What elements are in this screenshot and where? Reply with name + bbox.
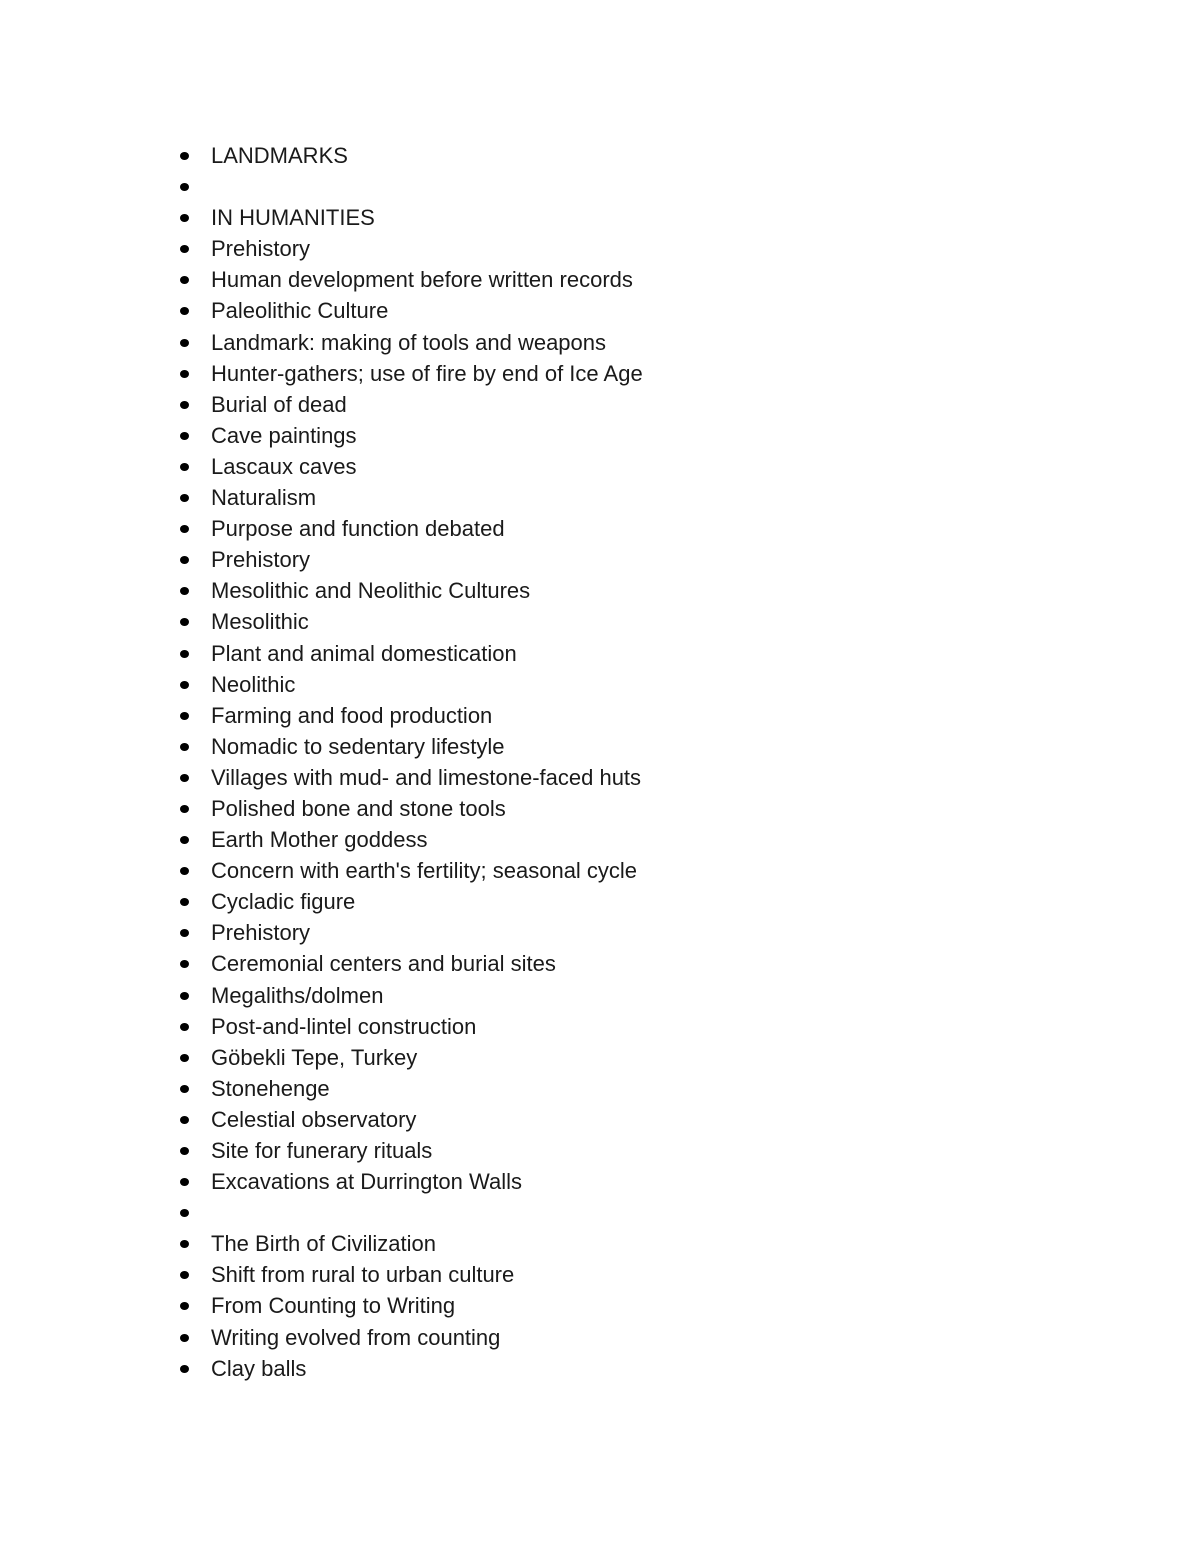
bullet-dot-icon xyxy=(180,556,189,564)
list-item-text: Cave paintings xyxy=(211,422,357,448)
list-item-text: Farming and food production xyxy=(211,702,493,728)
bullet-dot-icon xyxy=(180,743,189,751)
list-item-text: Writing evolved from counting xyxy=(211,1324,501,1350)
list-item-text: Stonehenge xyxy=(211,1075,330,1101)
list-item-text: Clay balls xyxy=(211,1355,307,1381)
list-item-text: Concern with earth's fertility; seasonal cycle xyxy=(211,858,638,884)
list-item-text: Neolithic xyxy=(211,671,296,697)
list-item-text: Hunter-gathers; use of fire by end of Ice Age xyxy=(211,360,643,386)
bullet-dot-icon xyxy=(180,774,189,782)
list-item-text: IN HUMANITIES xyxy=(211,205,375,231)
bullet-dot-icon xyxy=(180,1116,189,1124)
bullet-dot-icon xyxy=(180,898,189,906)
bullet-dot-icon xyxy=(180,245,189,253)
bullet-dot-icon xyxy=(180,370,189,378)
bullet-dot-icon xyxy=(180,1334,189,1342)
bullet-dot-icon xyxy=(180,307,189,315)
bullet-dot-icon xyxy=(180,183,189,191)
bullet-dot-icon xyxy=(180,1147,189,1155)
bullet-dot-icon xyxy=(180,992,189,1000)
bullet-dot-icon xyxy=(180,587,189,595)
bullet-dot-icon xyxy=(180,214,189,222)
list-item-text: LANDMARKS xyxy=(211,143,348,168)
list-item-text: Paleolithic Culture xyxy=(211,298,389,324)
list-item-text: Prehistory xyxy=(211,547,311,573)
list-item-text: Post-and-lintel construction xyxy=(211,1013,477,1039)
list-item-text: Prehistory xyxy=(211,920,311,946)
list-item-text: Burial of dead xyxy=(211,391,347,417)
list-item-text: Ceremonial centers and burial sites xyxy=(211,951,556,977)
bullet-dot-icon xyxy=(180,525,189,533)
bullet-dot-icon xyxy=(180,618,189,626)
bullet-dot-icon xyxy=(180,1240,189,1248)
bullet-dot-icon xyxy=(180,650,189,658)
list-item-text: The Birth of Civilization xyxy=(211,1231,436,1257)
list-item-text: Megaliths/dolmen xyxy=(211,982,384,1008)
bullet-dot-icon xyxy=(180,836,189,844)
bullet-dot-icon xyxy=(180,401,189,409)
list-item-text: From Counting to Writing xyxy=(211,1293,456,1319)
bullet-dot-icon xyxy=(180,929,189,937)
bullet-dot-icon xyxy=(180,960,189,968)
list-item-text: Purpose and function debated xyxy=(211,516,505,542)
bullet-dot-icon xyxy=(180,1023,189,1031)
list-item-text: Landmark: making of tools and weapons xyxy=(211,329,607,355)
list-item-text: Celestial observatory xyxy=(211,1106,417,1132)
bullet-dot-icon xyxy=(180,867,189,875)
list-item-text: Polished bone and stone tools xyxy=(211,795,506,821)
bullet-dot-icon xyxy=(180,1054,189,1062)
bullet-dot-icon xyxy=(180,1178,189,1186)
list-item-text: Göbekli Tepe, Turkey xyxy=(211,1044,418,1070)
list-item-text: Mesolithic xyxy=(211,609,309,635)
list-item-text: Shift from rural to urban culture xyxy=(211,1262,515,1288)
bullet-dot-icon xyxy=(180,494,189,502)
list-item-text: Excavations at Durrington Walls xyxy=(211,1169,522,1195)
bullet-dot-icon xyxy=(180,276,189,284)
bullet-dot-icon xyxy=(180,152,189,160)
list-item-text: Lascaux caves xyxy=(211,453,357,479)
bullet-dot-icon xyxy=(180,1365,189,1373)
bullet-dot-icon xyxy=(180,1271,189,1279)
bullet-dot-icon xyxy=(180,1209,189,1217)
list-item-text: Cycladic figure xyxy=(211,889,356,915)
bullet-dot-icon xyxy=(180,463,189,471)
list-item-text: Prehistory xyxy=(211,236,311,262)
bullet-dot-icon xyxy=(180,1302,189,1310)
list-item-text: Plant and animal domestication xyxy=(211,640,517,666)
list-item-text: Nomadic to sedentary lifestyle xyxy=(211,733,505,759)
bullet-dot-icon xyxy=(180,1085,189,1093)
bullet-dot-icon xyxy=(180,805,189,813)
bullet-dot-icon xyxy=(180,712,189,720)
bullet-dot-icon xyxy=(180,681,189,689)
list-item-text: Earth Mother goddess xyxy=(211,827,428,853)
list-item-text: Site for funerary rituals xyxy=(211,1138,433,1163)
list-item-text: Human development before written records xyxy=(211,267,633,293)
list-item-text: Naturalism xyxy=(211,485,317,511)
bullet-dot-icon xyxy=(180,339,189,347)
bullet-dot-icon xyxy=(180,432,189,440)
list-item-text: Villages with mud- and limestone-faced huts xyxy=(211,764,642,790)
list-item-text: Mesolithic and Neolithic Cultures xyxy=(211,578,531,604)
